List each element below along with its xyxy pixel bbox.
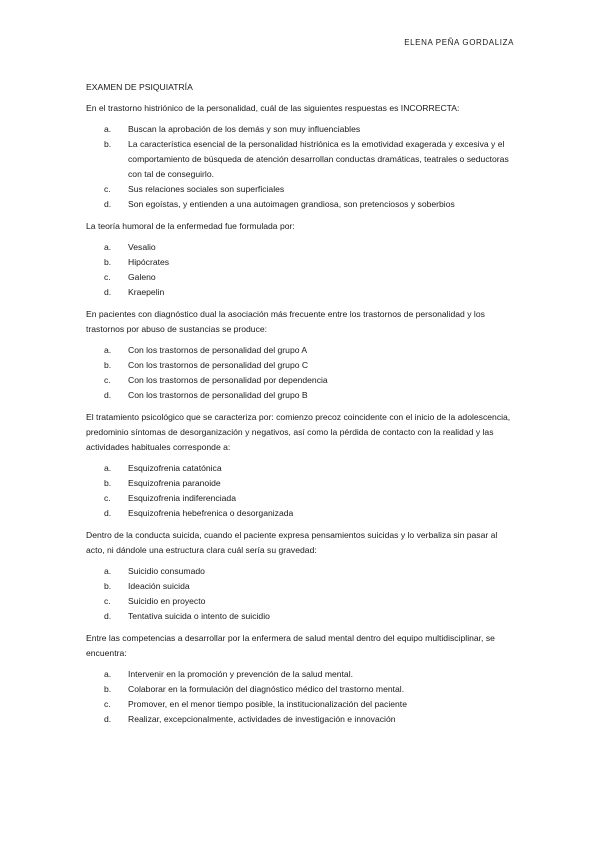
option-text: Esquizofrenia hebefrenica o desorganizada	[128, 508, 294, 518]
question-stem: Entre las competencias a desarrollar por la enfermera de salud mental dentro del equipo multidisciplinar, se encuentra:	[86, 633, 495, 658]
option-letter: a.	[104, 669, 112, 679]
answer-option	[86, 182, 518, 197]
option-text: Suicidio en proyecto	[128, 596, 206, 606]
option-text: Con los trastornos de personalidad del grupo B	[128, 390, 308, 400]
answer-option	[86, 476, 518, 491]
question-stem: En el trastorno histriónico de la personalidad, cuál de las siguientes respuestas es INCORRECTA:	[86, 103, 460, 113]
answer-options	[86, 122, 518, 212]
answer-option	[86, 358, 518, 373]
option-letter: c.	[104, 375, 111, 385]
option-letter: b.	[104, 257, 112, 267]
option-letter: b.	[104, 360, 112, 370]
question-stem: Dentro de la conducta suicida, cuando el paciente expresa pensamientos suicidas y lo verbaliza sin pasar al acto, ni dándole una estructura clara cuál sería su gravedad:	[86, 530, 498, 555]
option-text: Intervenir en la promoción y prevención de la salud mental.	[128, 669, 353, 679]
option-text: Galeno	[128, 272, 156, 282]
question-block	[86, 219, 518, 300]
question-block	[86, 410, 518, 521]
answer-option	[86, 682, 518, 697]
answer-options	[86, 240, 518, 300]
answer-option	[86, 388, 518, 403]
option-letter: d.	[104, 287, 112, 297]
option-text: Son egoístas, y entienden a una autoimagen grandiosa, son pretenciosos y soberbios	[128, 199, 455, 209]
option-text: Esquizofrenia paranoide	[128, 478, 221, 488]
answer-option	[86, 712, 518, 727]
answer-options	[86, 667, 518, 727]
option-letter: d.	[104, 611, 112, 621]
option-letter: a.	[104, 345, 112, 355]
answer-option	[86, 579, 518, 594]
answer-option	[86, 491, 518, 506]
option-text: Kraepelin	[128, 287, 165, 297]
answer-option	[86, 137, 518, 182]
answer-option	[86, 461, 518, 476]
question-list	[86, 101, 518, 727]
answer-option	[86, 564, 518, 579]
answer-option	[86, 122, 518, 137]
answer-option	[86, 197, 518, 212]
option-text: Colaborar en la formulación del diagnóstico médico del trastorno mental.	[128, 684, 405, 694]
answer-option	[86, 506, 518, 521]
answer-options	[86, 343, 518, 403]
option-letter: d.	[104, 390, 112, 400]
answer-option	[86, 697, 518, 712]
option-text: Esquizofrenia catatónica	[128, 463, 222, 473]
answer-option	[86, 285, 518, 300]
answer-options	[86, 564, 518, 624]
author-name: ELENA PEÑA GORDALIZA	[404, 38, 514, 47]
exam-title: EXAMEN DE PSIQUIATRÍA	[86, 82, 193, 92]
question-block	[86, 307, 518, 403]
option-letter: b.	[104, 478, 112, 488]
answer-option	[86, 609, 518, 624]
answer-option	[86, 343, 518, 358]
exam-content	[86, 80, 518, 734]
option-letter: b.	[104, 139, 112, 149]
answer-option	[86, 667, 518, 682]
option-text: Vesalio	[128, 242, 156, 252]
question-block	[86, 101, 518, 212]
option-text: La característica esencial de la personalidad histriónica es la emotividad exagerada y excesiva y el comportamiento de búsqueda de atención desarrollan conductas dramáticas, teatrales o seductoras con tal de conseguirlo.	[128, 139, 509, 179]
option-text: Realizar, excepcionalmente, actividades de investigación e innovación	[128, 714, 396, 724]
option-text: Ideación suicida	[128, 581, 190, 591]
answer-option	[86, 270, 518, 285]
option-text: Hipócrates	[128, 257, 170, 267]
question-stem: En pacientes con diagnóstico dual la asociación más frecuente entre los trastornos de personalidad y los trastornos por abuso de sustancias se produce:	[86, 309, 485, 334]
answer-option	[86, 373, 518, 388]
question-block	[86, 631, 518, 727]
option-letter: b.	[104, 684, 112, 694]
question-stem: La teoría humoral de la enfermedad fue formulada por:	[86, 221, 295, 231]
answer-option	[86, 240, 518, 255]
option-text: Promover, en el menor tiempo posible, la institucionalización del paciente	[128, 699, 407, 709]
option-letter: a.	[104, 124, 112, 134]
answer-options	[86, 461, 518, 521]
option-letter: c.	[104, 596, 111, 606]
option-text: Con los trastornos de personalidad del grupo A	[128, 345, 308, 355]
answer-option	[86, 255, 518, 270]
option-letter: c.	[104, 699, 111, 709]
option-text: Buscan la aprobación de los demás y son muy influenciables	[128, 124, 361, 134]
option-text: Esquizofrenia indiferenciada	[128, 493, 236, 503]
option-text: Sus relaciones sociales son superficiales	[128, 184, 285, 194]
option-letter: c.	[104, 272, 111, 282]
option-text: Tentativa suicida o intento de suicidio	[128, 611, 270, 621]
option-text: Suicidio consumado	[128, 566, 205, 576]
option-letter: c.	[104, 493, 111, 503]
question-stem: El tratamiento psicológico que se caracteriza por: comienzo precoz coincidente con el inicio de la adolescencia, predominio síntomas de desorganización y negativos, así como la pérdida de contacto con la realidad y las actividades habituales corresponde a:	[86, 412, 511, 452]
option-letter: a.	[104, 463, 112, 473]
option-letter: d.	[104, 199, 112, 209]
option-letter: a.	[104, 242, 112, 252]
option-text: Con los trastornos de personalidad por dependencia	[128, 375, 328, 385]
option-letter: d.	[104, 508, 112, 518]
option-letter: a.	[104, 566, 112, 576]
answer-option	[86, 594, 518, 609]
option-letter: b.	[104, 581, 112, 591]
option-letter: c.	[104, 184, 111, 194]
question-block	[86, 528, 518, 624]
option-letter: d.	[104, 714, 112, 724]
option-text: Con los trastornos de personalidad del grupo C	[128, 360, 309, 370]
